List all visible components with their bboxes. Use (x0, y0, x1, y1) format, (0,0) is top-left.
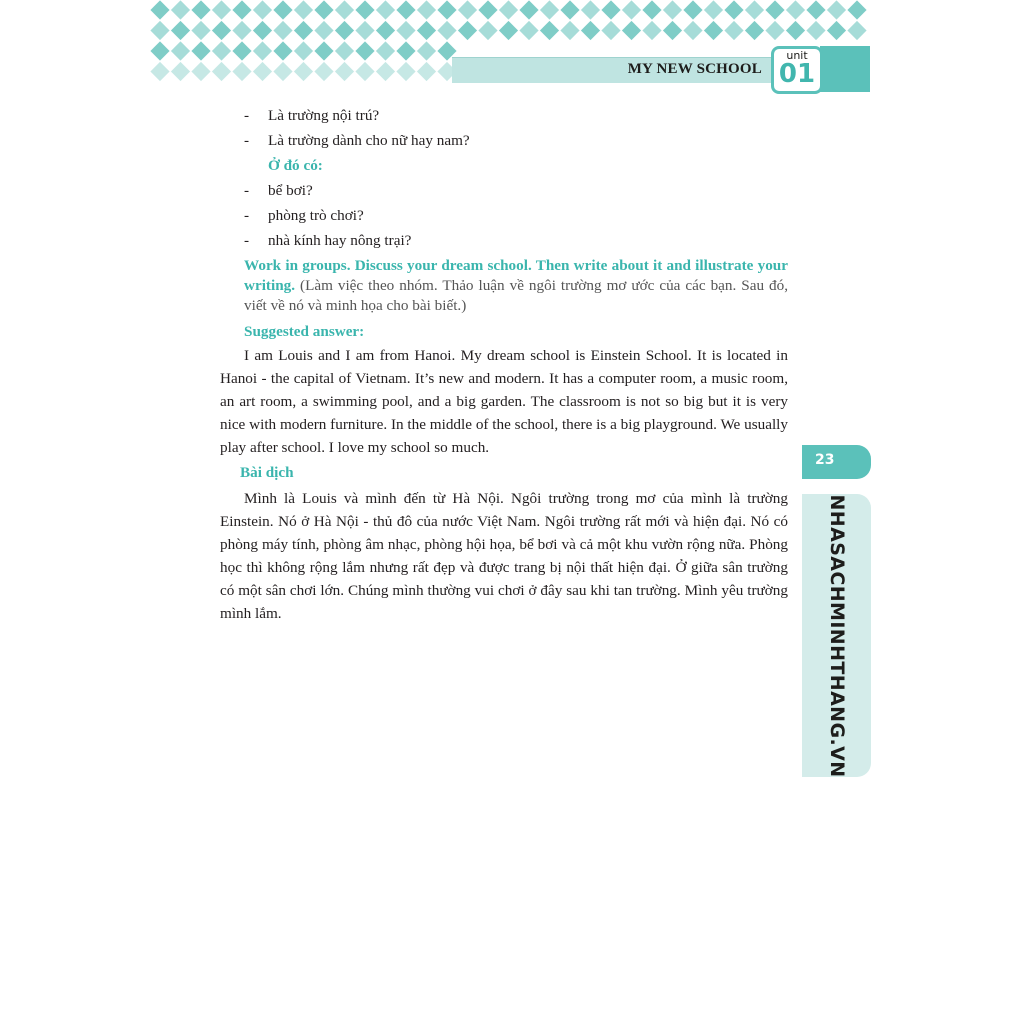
diamond-shape (417, 0, 436, 19)
diamond-shape (560, 0, 579, 19)
publisher-name: NHASACHMINHTHANG.VN (825, 493, 848, 778)
diamond-shape (253, 62, 272, 81)
diamond-shape (827, 21, 846, 40)
diamond-shape (622, 21, 641, 40)
diamond-shape (724, 21, 743, 40)
diamond-shape (683, 21, 702, 40)
diamond-shape (376, 21, 395, 40)
answer-vietnamese-paragraph: Mình là Louis và mình đến từ Hà Nội. Ngôi trường trong mơ của mình là trường Einstein. Nó ở Hà Nội - thủ đô của nước Việt Nam. Ngôi trường rất mới và hiện đại. Nó có phòng máy tính, phòng âm nhạc, phòng hội họa, bể bơi và cả một khu vườn rộng nữa. Phòng học thì không rộng lắm nhưng rất đẹp và được trang bị nội thất hiện đại. Ở giữa sân trường có một sân chơi lớn. Chúng mình thường vui chơi ở đây sau khi tan trường. Mình yêu trường mình lắm. (220, 490, 788, 622)
diamond-shape (724, 0, 743, 19)
diamond-shape (663, 21, 682, 40)
list-item: - Là trường dành cho nữ hay nam? (244, 132, 470, 149)
diamond-shape (458, 21, 477, 40)
diamond-shape (765, 21, 784, 40)
diamond-shape (581, 21, 600, 40)
diamond-shape (294, 41, 313, 60)
list-item: - Là trường nội trú? (244, 107, 380, 124)
diamond-shape (355, 41, 374, 60)
diamond-shape (540, 0, 559, 19)
diamond-shape (335, 0, 354, 19)
diamond-shape (560, 21, 579, 40)
diamond-shape (478, 0, 497, 19)
diamond-shape (376, 41, 395, 60)
diamond-shape (417, 21, 436, 40)
diamond-shape (847, 21, 866, 40)
diamond-shape (212, 41, 231, 60)
diamond-shape (745, 21, 764, 40)
diamond-shape (355, 62, 374, 81)
diamond-shape (232, 0, 251, 19)
page-number-tab (802, 445, 871, 479)
task-english: Work in groups. Discuss your dream school. Then write about it and illustrate your writing. (244, 257, 788, 294)
diamond-shape (212, 21, 231, 40)
diamond-shape (376, 62, 395, 81)
diamond-shape (847, 0, 866, 19)
diamond-shape (355, 0, 374, 19)
diamond-shape (253, 41, 272, 60)
diamond-shape (745, 0, 764, 19)
diamond-shape (314, 62, 333, 81)
diamond-shape (150, 62, 169, 81)
diamond-shape (704, 0, 723, 19)
diamond-shape (335, 62, 354, 81)
diamond-shape (806, 0, 825, 19)
diamond-shape (232, 21, 251, 40)
diamond-shape (437, 21, 456, 40)
task-instruction (220, 256, 788, 316)
diamond-shape (191, 0, 210, 19)
diamond-shape (786, 0, 805, 19)
diamond-shape (765, 0, 784, 19)
diamond-shape (314, 21, 333, 40)
diamond-shape (786, 21, 805, 40)
header-band (452, 57, 772, 83)
diamond-shape (376, 0, 395, 19)
diamond-shape (171, 41, 190, 60)
diamond-shape (601, 0, 620, 19)
diamond-shape (396, 21, 415, 40)
diamond-shape (294, 0, 313, 19)
diamond-shape (642, 0, 661, 19)
diamond-shape (519, 21, 538, 40)
diamond-shape (191, 41, 210, 60)
page-content (220, 104, 788, 625)
unit-title: MY NEW SCHOOL (627, 61, 762, 77)
diamond-shape (396, 41, 415, 60)
translation-label: Bài dịch (240, 464, 294, 481)
diamond-shape (642, 21, 661, 40)
diamond-shape (581, 0, 600, 19)
diamond-shape (663, 0, 682, 19)
page-number: 23 (815, 452, 835, 468)
diamond-shape (273, 0, 292, 19)
diamond-shape (171, 62, 190, 81)
diamond-shape (499, 0, 518, 19)
diamond-shape (806, 21, 825, 40)
unit-tab-decoration (820, 46, 870, 92)
answer-english-paragraph: I am Louis and I am from Hanoi. My dream school is Einstein School. It is located in Hanoi - the capital of Vietnam. It’s new and modern. It has a computer room, a music room, an art room, a swimming pool, and a big garden. The classroom is not so big but it is very nice with modern furniture. In the middle of the school, there is a big playground. We usually play after school. I love my school so much. (220, 347, 788, 456)
diamond-shape (396, 62, 415, 81)
diamond-shape (683, 0, 702, 19)
diamond-shape (253, 0, 272, 19)
suggested-answer-label: Suggested answer: (244, 323, 365, 340)
diamond-shape (458, 0, 477, 19)
diamond-shape (314, 0, 333, 19)
unit-badge (771, 46, 823, 94)
diamond-shape (212, 62, 231, 81)
diamond-shape (437, 0, 456, 19)
publisher-side-panel (802, 494, 871, 777)
sub-heading: Ở đó có: (268, 157, 323, 174)
diamond-shape (150, 41, 169, 60)
unit-label: unit (786, 49, 808, 62)
diamond-shape (253, 21, 272, 40)
diamond-shape (191, 21, 210, 40)
diamond-shape (335, 21, 354, 40)
diamond-shape (273, 62, 292, 81)
diamond-shape (314, 41, 333, 60)
diamond-shape (273, 21, 292, 40)
diamond-shape (232, 41, 251, 60)
diamond-shape (417, 41, 436, 60)
list-item: - phòng trò chơi? (244, 207, 364, 224)
diamond-shape (396, 0, 415, 19)
list-item: - nhà kính hay nông trại? (244, 232, 412, 249)
list-item: - bể bơi? (244, 182, 313, 199)
diamond-shape (827, 0, 846, 19)
diamond-shape (294, 62, 313, 81)
diamond-shape (704, 21, 723, 40)
diamond-shape (212, 0, 231, 19)
diamond-shape (601, 21, 620, 40)
diamond-shape (150, 21, 169, 40)
unit-number: 01 (778, 59, 816, 89)
diamond-shape (519, 0, 538, 19)
diamond-shape (478, 21, 497, 40)
diamond-shape (171, 21, 190, 40)
diamond-shape (232, 62, 251, 81)
diamond-shape (417, 62, 436, 81)
diamond-shape (150, 0, 169, 19)
diamond-shape (273, 41, 292, 60)
diamond-shape (171, 0, 190, 19)
task-vietnamese: (Làm việc theo nhóm. Thảo luận về ngôi trường mơ ước của các bạn. Sau đó, viết về nó và minh họa cho bài biết.) (244, 277, 788, 314)
diamond-shape (191, 62, 210, 81)
diamond-shape (540, 21, 559, 40)
diamond-shape (335, 41, 354, 60)
diamond-shape (355, 21, 374, 40)
diamond-shape (294, 21, 313, 40)
diamond-shape (499, 21, 518, 40)
diamond-shape (622, 0, 641, 19)
